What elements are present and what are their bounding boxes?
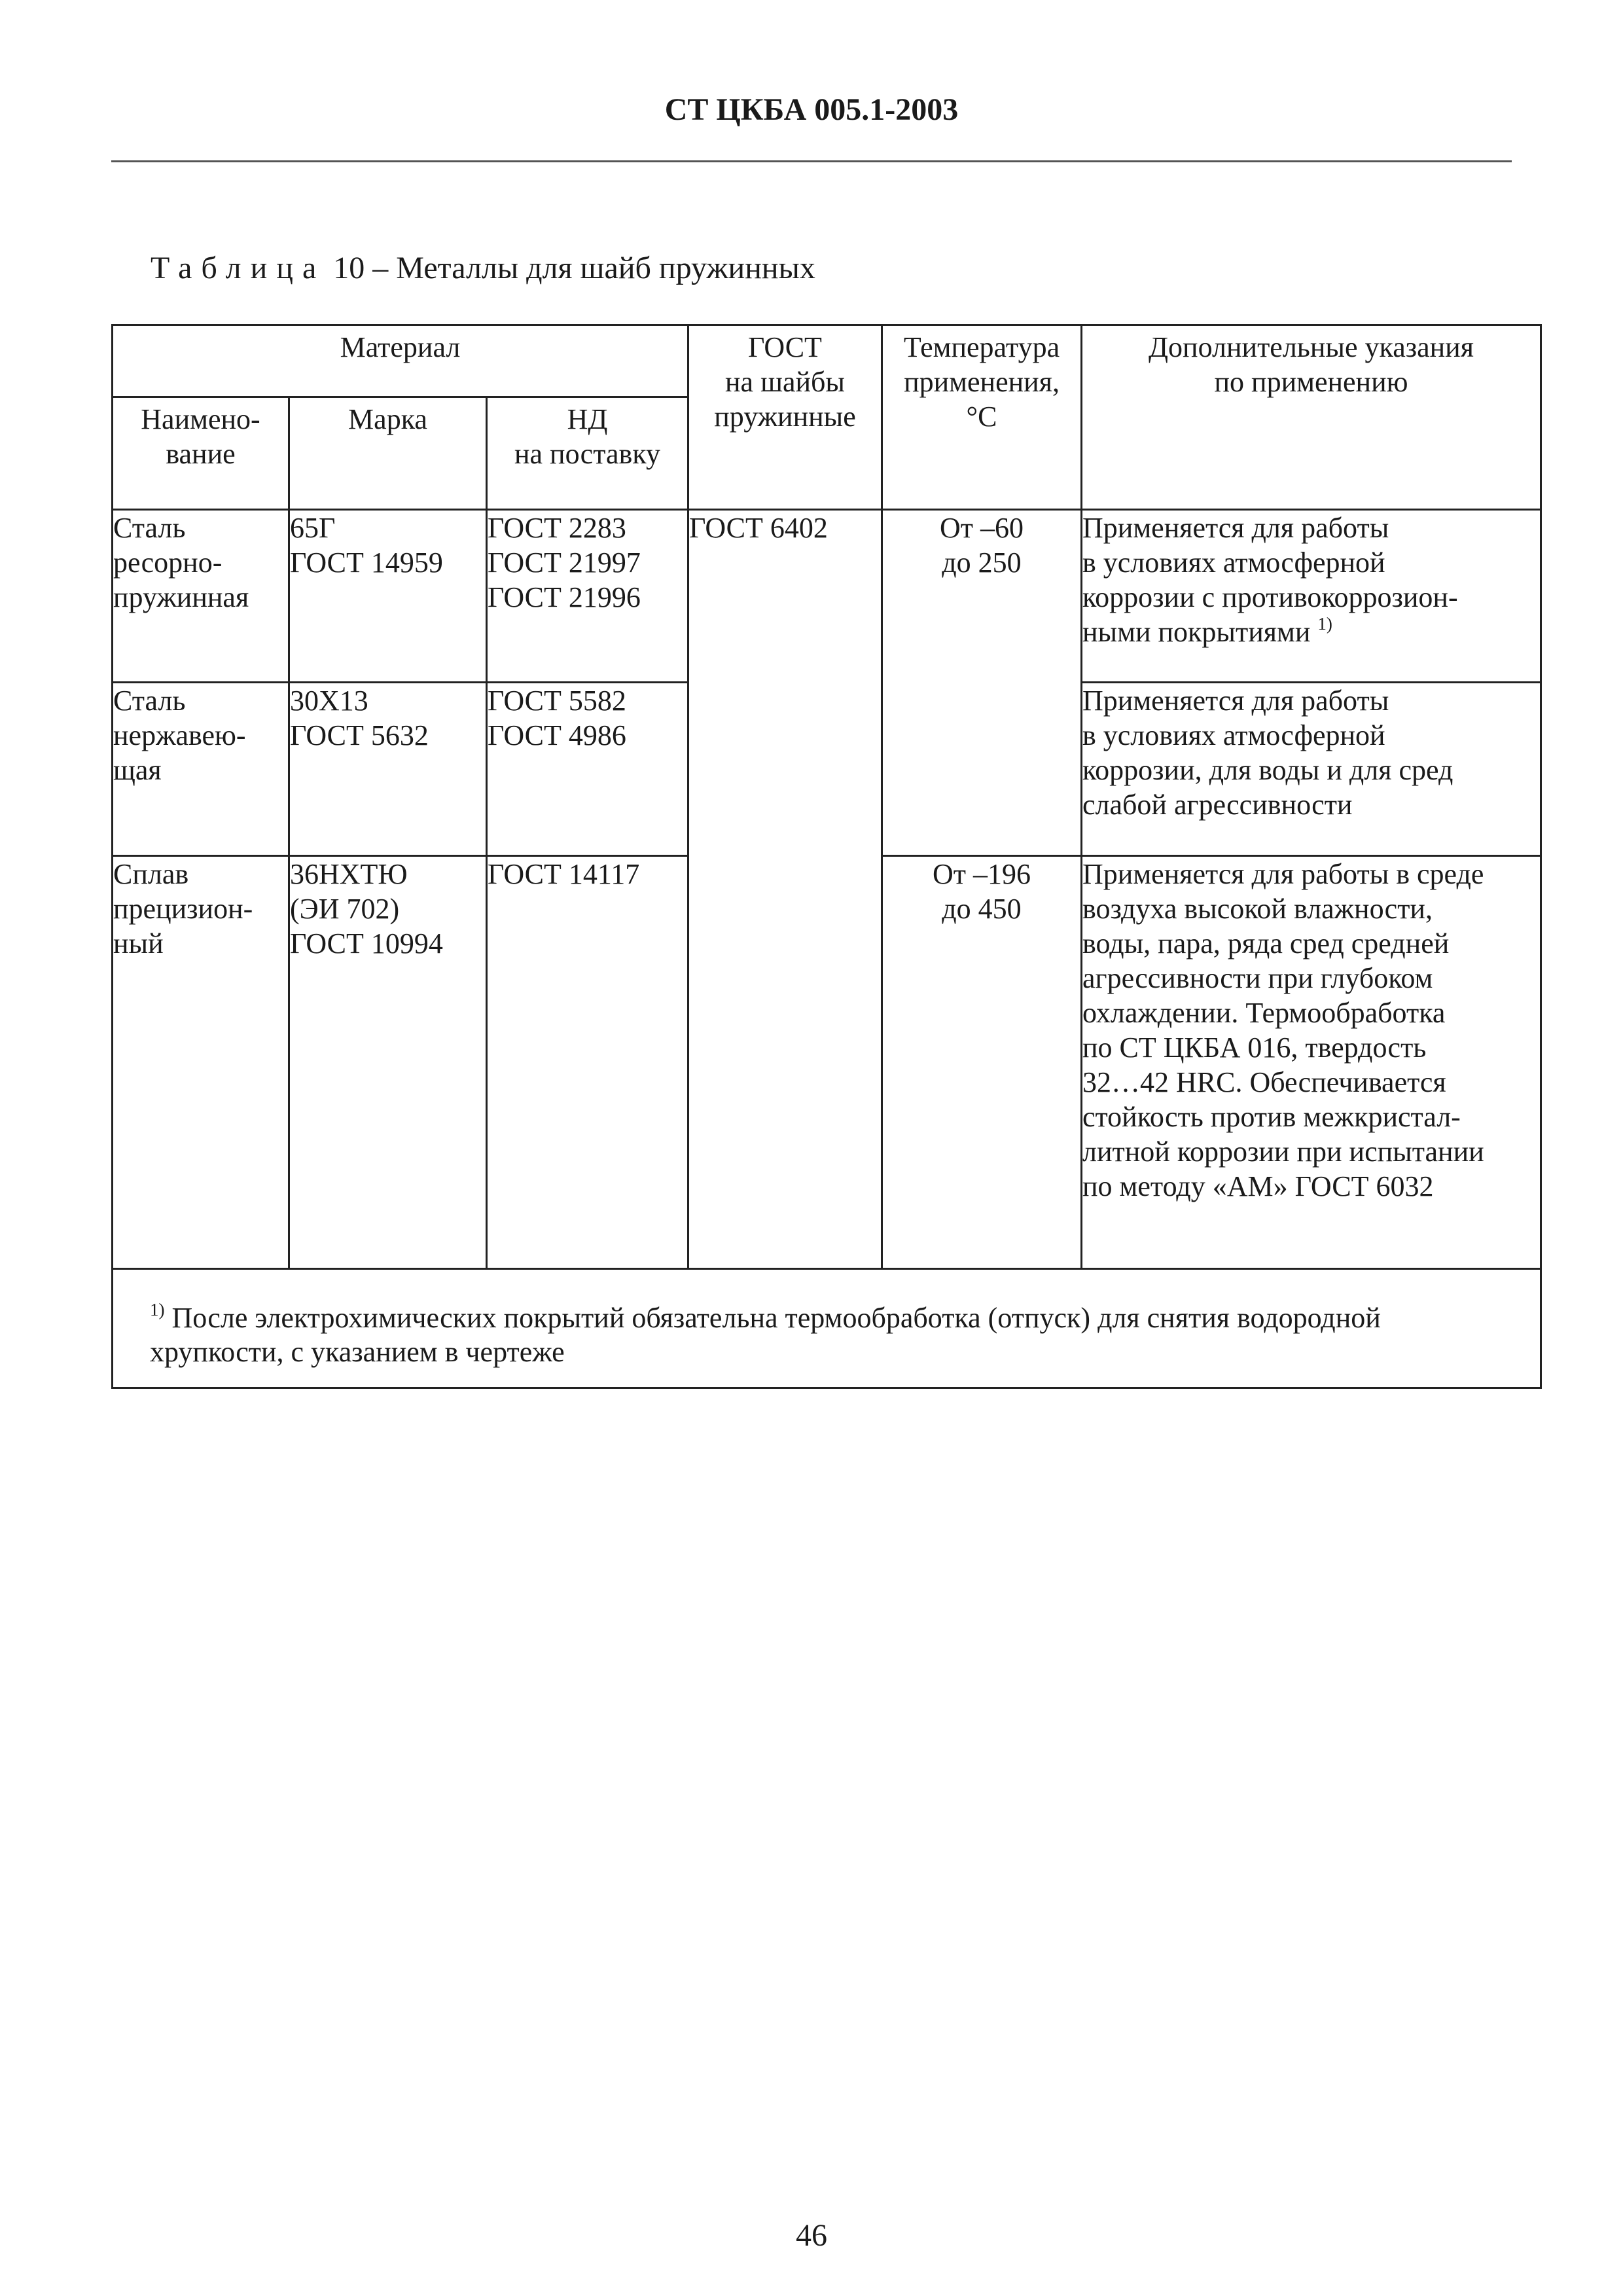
temp-range-line: От –196 xyxy=(932,858,1031,890)
row-grade-line: (ЭИ 702) xyxy=(290,893,400,925)
table-title xyxy=(151,250,815,286)
row-nd xyxy=(487,856,688,1269)
document-header: СТ ЦКБА 005.1-2003 xyxy=(664,92,959,127)
temp-range-2 xyxy=(882,856,1082,1269)
header-grade: Марка xyxy=(289,397,487,510)
row-notes-line: по методу «АМ» ГОСТ 6032 xyxy=(1082,1170,1434,1202)
gost-merged-cell: ГОСТ 6402 xyxy=(688,510,882,1269)
row-grade xyxy=(289,856,487,1269)
row-notes-line: по СТ ЦКБА 016, твердость xyxy=(1082,1031,1427,1064)
row-name xyxy=(113,683,289,856)
row-grade-line: 30Х13 xyxy=(290,685,368,717)
header-temperature-line: Температура xyxy=(903,331,1060,363)
header-gost-line: пружинные xyxy=(714,401,856,433)
row-notes-line: Применяется для работы в среде xyxy=(1082,858,1484,890)
footnote-reference: 1) xyxy=(1317,614,1332,634)
temp-range-line: до 450 xyxy=(942,893,1022,925)
row-name-line: ный xyxy=(113,927,164,960)
header-gost-line: ГОСТ xyxy=(748,331,822,363)
row-nd-line: ГОСТ 21996 xyxy=(488,581,641,613)
row-notes-line: охлаждении. Термообработка xyxy=(1082,997,1446,1029)
row-name xyxy=(113,510,289,683)
row-notes xyxy=(1082,856,1541,1269)
row-notes-line: слабой агрессивности xyxy=(1082,789,1353,821)
header-name xyxy=(113,397,289,510)
temp-range-1 xyxy=(882,510,1082,856)
row-notes-text: ными покрытиями xyxy=(1082,616,1311,648)
row-name-line: Сталь xyxy=(113,512,186,544)
row-notes-line: литной коррозии при испытании xyxy=(1082,1136,1484,1168)
footnote-text: После электрохимических покрытий обязательна термообработка (отпуск) для снятия водородной xyxy=(164,1302,1381,1334)
row-nd-line: ГОСТ 5582 xyxy=(488,685,626,717)
header-notes xyxy=(1082,325,1541,510)
page-number: 46 xyxy=(796,2218,827,2253)
row-nd xyxy=(487,510,688,683)
row-notes-line: агрессивности при глубоком xyxy=(1082,962,1433,994)
row-name-line: нержавею- xyxy=(113,719,246,751)
table-title-text: 10 – Металлы для шайб пружинных xyxy=(333,251,815,285)
row-grade-line: ГОСТ 14959 xyxy=(290,547,443,579)
row-name-line: прецизион- xyxy=(113,893,253,925)
footnote-line: хрупкости, с указанием в чертеже xyxy=(150,1336,565,1368)
row-notes-line: Применяется для работы xyxy=(1082,685,1389,717)
row-notes-line: стойкость против межкристал- xyxy=(1082,1101,1461,1133)
row-notes-line: 32…42 HRC. Обеспечивается xyxy=(1082,1066,1446,1098)
header-temperature-line: °С xyxy=(966,401,997,433)
row-nd-line: ГОСТ 14117 xyxy=(488,858,640,890)
temp-range-line: От –60 xyxy=(939,512,1024,544)
row-notes-line: коррозии с противокоррозион- xyxy=(1082,581,1458,613)
header-row-1 xyxy=(113,325,1541,397)
header-nd xyxy=(487,397,688,510)
row-notes-line: Применяется для работы xyxy=(1082,512,1389,544)
row-notes-line: коррозии, для воды и для сред xyxy=(1082,754,1454,786)
row-grade-line: ГОСТ 10994 xyxy=(290,927,443,960)
row-notes xyxy=(1082,510,1541,683)
header-notes-line: по применению xyxy=(1214,366,1408,398)
row-grade-line: 65Г xyxy=(290,512,336,544)
footnote-row xyxy=(113,1269,1541,1388)
header-name-line: Наимено- xyxy=(141,403,260,435)
row-name-line: Сплав xyxy=(113,858,189,890)
header-gost xyxy=(688,325,882,510)
row-notes-line: в условиях атмосферной xyxy=(1082,719,1385,751)
row-name-line: щая xyxy=(113,754,162,786)
row-notes-line: воды, пара, ряда сред средней xyxy=(1082,927,1450,960)
header-temperature xyxy=(882,325,1082,510)
row-nd-line: ГОСТ 2283 xyxy=(488,512,626,544)
row-name-line: пружинная xyxy=(113,581,249,613)
header-notes-line: Дополнительные указания xyxy=(1149,331,1474,363)
header-nd-line: НД xyxy=(567,403,608,435)
metals-table xyxy=(111,324,1542,1389)
row-notes-line xyxy=(1082,615,1540,649)
footnote-marker: 1) xyxy=(150,1300,165,1319)
row-nd-line: ГОСТ 21997 xyxy=(488,547,641,579)
table-row xyxy=(113,510,1541,683)
header-material: Материал xyxy=(113,325,688,397)
row-grade xyxy=(289,683,487,856)
row-notes-line: в условиях атмосферной xyxy=(1082,547,1385,579)
row-notes xyxy=(1082,683,1541,856)
row-name-line: Сталь xyxy=(113,685,186,717)
header-nd-line: на поставку xyxy=(514,438,661,470)
temp-range-line: до 250 xyxy=(942,547,1022,579)
header-name-line: вание xyxy=(166,438,236,470)
footnote xyxy=(113,1269,1541,1388)
row-nd xyxy=(487,683,688,856)
row-name-line: ресорно- xyxy=(113,547,223,579)
row-grade xyxy=(289,510,487,683)
row-grade-line: ГОСТ 5632 xyxy=(290,719,429,751)
header-rule xyxy=(111,160,1512,162)
row-nd-line: ГОСТ 4986 xyxy=(488,719,626,751)
row-name xyxy=(113,856,289,1269)
footnote-line xyxy=(150,1301,1527,1335)
header-temperature-line: применения, xyxy=(904,366,1060,398)
row-notes-line: воздуха высокой влажности, xyxy=(1082,893,1433,925)
header-gost-line: на шайбы xyxy=(725,366,845,398)
table-title-word: Таблица xyxy=(151,251,326,285)
row-grade-line: 36НХТЮ xyxy=(290,858,408,890)
